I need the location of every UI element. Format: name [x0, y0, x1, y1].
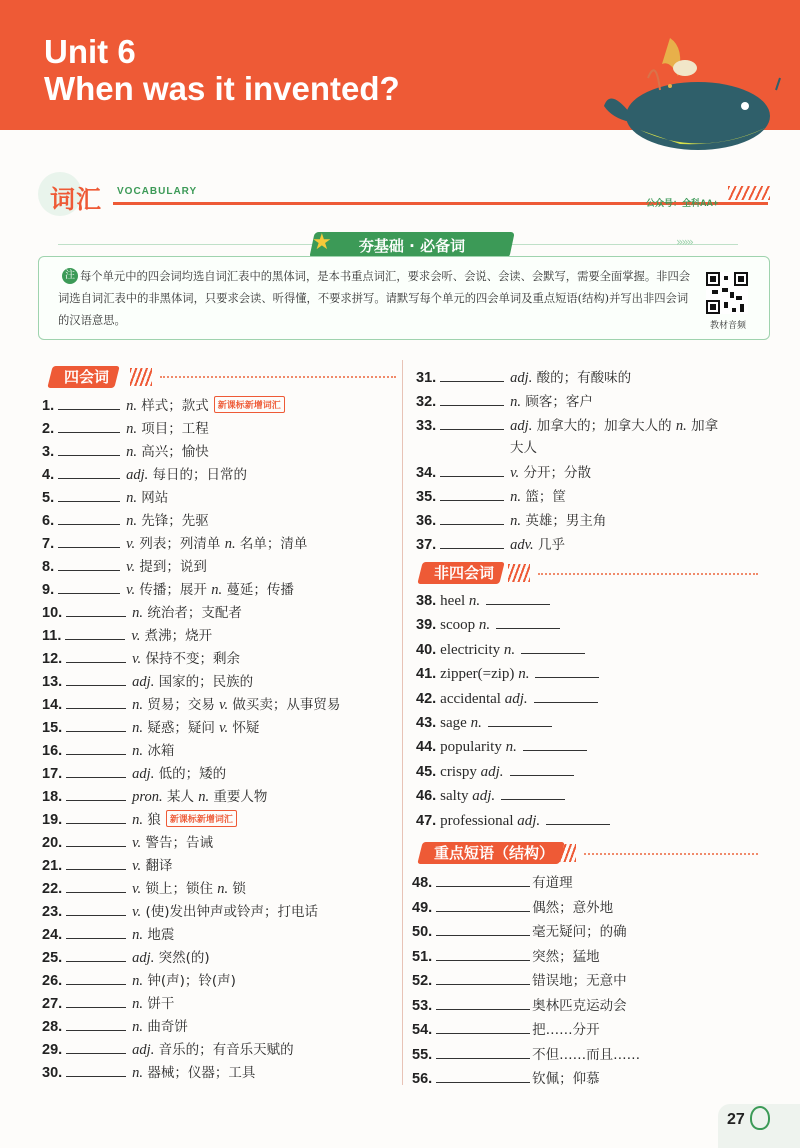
item-number: 19.: [42, 812, 63, 828]
section-title-zh: 词汇: [50, 185, 103, 214]
unit-title: [44, 33, 400, 107]
answer-blank[interactable]: [436, 923, 530, 936]
answer-blank[interactable]: [66, 604, 126, 617]
answer-blank[interactable]: [58, 581, 120, 594]
non-four-row: [416, 690, 598, 708]
section-right-label: 公众号：全科AA+: [646, 198, 719, 208]
new-word-badge: 新课标新增词汇: [166, 810, 237, 827]
vocab-row: [42, 578, 294, 599]
vocab-row: [42, 555, 207, 576]
answer-blank[interactable]: [546, 812, 610, 825]
item-definition: n. 地震: [132, 927, 175, 943]
item-definition: pron. 某人 n. 重要人物: [132, 789, 268, 805]
item-number: 15.: [42, 720, 63, 736]
item-definition: n. 贸易；交易 v. 做买卖；从事贸易: [132, 697, 341, 713]
item-word: electricity n.: [440, 641, 516, 658]
answer-blank[interactable]: [66, 926, 126, 939]
item-definition: v. 列表；列清单 n. 名单；清单: [126, 536, 308, 552]
item-definition: v. 煮沸；烧开: [131, 628, 213, 644]
item-number: 42.: [416, 690, 437, 707]
group-tag-four-skill: 四会词: [47, 366, 120, 388]
vocab-row: [416, 414, 718, 435]
vocab-row: [42, 601, 242, 622]
vocab-row: [42, 1061, 255, 1082]
item-definition: n. 疑惑；疑问 v. 怀疑: [132, 720, 260, 736]
item-number: 36.: [416, 513, 437, 529]
answer-blank[interactable]: [58, 420, 120, 433]
answer-blank[interactable]: [521, 641, 585, 654]
item-number: 35.: [416, 489, 437, 505]
answer-blank[interactable]: [58, 397, 120, 410]
vocab-row: [42, 739, 174, 760]
vocab-row: [416, 461, 591, 482]
item-number: 28.: [42, 1019, 63, 1035]
answer-blank[interactable]: [436, 899, 530, 912]
item-word: crispy adj.: [440, 763, 504, 780]
section-stripes: [728, 186, 770, 200]
phrase-row: [412, 1043, 640, 1063]
answer-blank[interactable]: [510, 763, 574, 776]
group-tag-phrases: 重点短语（结构）: [417, 842, 565, 864]
answer-blank[interactable]: [534, 690, 598, 703]
item-number: 25.: [42, 950, 63, 966]
phrase-meaning: 钦佩；仰慕: [532, 1071, 600, 1087]
section-title-en: VOCABULARY: [117, 186, 198, 197]
vocab-row: [42, 440, 209, 461]
answer-blank[interactable]: [58, 466, 120, 479]
item-definition: n. 顾客；客户: [510, 394, 593, 410]
vocab-row: [42, 716, 259, 737]
tag-stripes: [554, 844, 576, 862]
answer-blank[interactable]: [66, 857, 126, 870]
answer-blank[interactable]: [436, 1070, 530, 1083]
item-number: 44.: [416, 739, 437, 756]
vocab-row: [42, 693, 340, 714]
vocab-row: [42, 486, 168, 507]
item-number: 12.: [42, 651, 63, 667]
vocab-row: [42, 417, 209, 438]
answer-blank[interactable]: [440, 369, 504, 382]
answer-blank[interactable]: [436, 972, 530, 985]
item-number: 2.: [42, 421, 55, 437]
phrase-row: [412, 1067, 600, 1087]
item-definition: adv. 几乎: [510, 537, 565, 553]
item-number: 17.: [42, 766, 63, 782]
item-number: 7.: [42, 536, 55, 552]
answer-blank[interactable]: [66, 650, 126, 663]
answer-blank[interactable]: [66, 1018, 126, 1031]
banner-title: 夯基础 · 必备词: [358, 237, 466, 255]
non-four-row: [416, 763, 574, 781]
item-number: 49.: [412, 899, 433, 916]
phrase-meaning: 偶然；意外地: [532, 899, 614, 916]
item-number: 14.: [42, 697, 63, 713]
phrase-row: [412, 1018, 600, 1038]
answer-blank[interactable]: [66, 949, 126, 962]
item-number: 13.: [42, 674, 63, 690]
vocab-row: [42, 532, 307, 553]
item-number: 43.: [416, 715, 437, 731]
vocab-row: [416, 366, 631, 387]
answer-blank[interactable]: [440, 536, 504, 549]
item-number: 52.: [412, 973, 433, 989]
vocab-row: [42, 785, 267, 806]
answer-blank[interactable]: [436, 1021, 530, 1034]
item-number: 27.: [42, 996, 63, 1012]
answer-blank[interactable]: [488, 714, 552, 727]
item-definition: n. 冰箱: [132, 743, 175, 759]
item-number: 6.: [42, 513, 55, 529]
new-word-badge: 新课标新增词汇: [214, 396, 285, 413]
item-number: 41.: [416, 666, 437, 683]
item-number: 33.: [416, 418, 437, 434]
vocab-row: [42, 992, 174, 1013]
dotted-line: [538, 573, 758, 575]
answer-blank[interactable]: [66, 765, 126, 778]
vocab-row: [42, 946, 210, 967]
vocab-row: [42, 854, 172, 875]
vocab-row: [42, 808, 237, 829]
vocab-row: [42, 647, 240, 668]
answer-blank[interactable]: [66, 696, 126, 709]
item-definition: adj. 突然(的): [132, 950, 210, 966]
phrase-meaning: 不但……而且……: [532, 1046, 641, 1063]
answer-blank[interactable]: [496, 616, 560, 629]
vocab-row: [42, 762, 226, 783]
item-number: 40.: [416, 641, 437, 658]
item-definition: v. 警告；告诫: [132, 835, 213, 851]
vocab-row: [42, 394, 285, 415]
answer-blank[interactable]: [440, 464, 504, 477]
item-word: heel n.: [440, 593, 481, 609]
item-word: popularity n.: [440, 739, 517, 756]
vocab-row: [416, 509, 606, 530]
item-definition: n. 曲奇饼: [132, 1019, 188, 1035]
item-definition: adj. 国家的；民族的: [132, 674, 254, 690]
item-definition: v. 锁上；锁住 n. 锁: [132, 881, 246, 897]
answer-blank[interactable]: [440, 417, 504, 430]
item-definition: adj. 音乐的；有音乐天赋的: [132, 1042, 294, 1058]
vocab-row: [416, 390, 593, 411]
item-definition: adj. 低的；矮的: [132, 766, 227, 782]
whale-illustration: [600, 18, 800, 158]
item-definition: n. 网站: [126, 490, 169, 506]
phrase-meaning: 有道理: [532, 875, 573, 891]
item-number: 45.: [416, 763, 437, 780]
answer-blank[interactable]: [66, 811, 126, 824]
non-four-row: [416, 616, 560, 634]
phrase-row: [412, 945, 600, 965]
item-number: 47.: [416, 812, 437, 829]
answer-blank[interactable]: [440, 488, 504, 501]
star-icon: ★: [312, 230, 332, 255]
answer-blank[interactable]: [66, 972, 126, 985]
item-word: professional adj.: [440, 812, 541, 829]
item-definition: v. 保持不变；剩余: [132, 651, 240, 667]
answer-blank[interactable]: [436, 997, 530, 1010]
chevrons-right-icon: »»»: [676, 235, 693, 249]
qr-label: 教材音频: [709, 321, 746, 331]
phrase-meaning: 毫无疑问；的确: [532, 924, 627, 940]
item-number: 31.: [416, 370, 437, 386]
phrase-meaning: 错误地；无意中: [532, 973, 627, 989]
item-number: 51.: [412, 948, 433, 965]
item-number: 1.: [42, 398, 55, 414]
vocab-row: [42, 463, 247, 484]
vocabulary-section-header: [38, 172, 778, 218]
answer-blank[interactable]: [66, 995, 126, 1008]
column-divider: [402, 360, 403, 1085]
item-definition: adj. 酸的；有酸味的: [510, 370, 632, 386]
dotted-line: [160, 376, 396, 378]
item-definition: v. 传播；展开 n. 蔓延；传播: [126, 582, 294, 598]
non-four-row: [416, 592, 550, 610]
non-four-row: [416, 665, 599, 683]
item-number: 22.: [42, 881, 63, 897]
answer-blank[interactable]: [66, 719, 126, 732]
item-number: 29.: [42, 1042, 63, 1058]
vocab-row: [42, 969, 236, 990]
phrase-meaning: 突然；猛地: [532, 948, 600, 965]
vocab-row: [42, 1015, 188, 1036]
item-definition: n. 器械；仪器；工具: [132, 1065, 256, 1081]
non-four-row: [416, 812, 610, 830]
item-definition: n. 高兴；愉快: [126, 444, 209, 460]
item-number: 21.: [42, 858, 63, 874]
vocab-row: [42, 900, 318, 921]
tag-stripes: [508, 564, 530, 582]
item-number: 34.: [416, 465, 437, 481]
item-word: salty adj.: [440, 788, 496, 805]
item-number: 23.: [42, 904, 63, 920]
answer-blank[interactable]: [436, 948, 530, 961]
item-number: 37.: [416, 537, 437, 553]
item-number: 55.: [412, 1046, 433, 1063]
item-number: 39.: [416, 617, 437, 634]
phrase-row: [412, 896, 613, 916]
vocab-row: [42, 923, 174, 944]
answer-blank[interactable]: [66, 903, 126, 916]
answer-blank[interactable]: [66, 880, 126, 893]
answer-blank[interactable]: [486, 592, 550, 605]
non-four-row: [416, 738, 587, 756]
answer-blank[interactable]: [65, 627, 125, 640]
vocab-row: [42, 877, 246, 898]
item-number: 3.: [42, 444, 55, 460]
note-badge: 注: [62, 268, 78, 284]
non-four-row: [416, 714, 552, 732]
item-word: zipper(=zip) n.: [440, 666, 530, 683]
answer-blank[interactable]: [436, 874, 530, 887]
unit-label: Unit 6: [44, 33, 136, 70]
item-number: 10.: [42, 605, 63, 621]
item-number: 16.: [42, 743, 63, 759]
answer-blank[interactable]: [66, 1041, 126, 1054]
vocab-row: [416, 533, 565, 554]
item-definition: n. 样式；款式: [126, 398, 209, 414]
instruction-text: 每个单元中的四会词均选自词汇表中的黑体词，是本书重点词汇，要求会听、会说、会读、会默写，需要全面掌握。非四会词选自词汇表中的非黑体词，只要求会读、听得懂，不要求拼写。请默写每个单元的四会单词及重点短语(结构)并写出非四会词的汉语意思。: [58, 270, 691, 327]
vocab-row: [42, 509, 209, 530]
answer-blank[interactable]: [440, 393, 504, 406]
item-number: 46.: [416, 788, 437, 805]
tag-stripes: [130, 368, 152, 386]
vocab-row: [42, 1038, 294, 1059]
phrase-row: [412, 994, 627, 1014]
item-definition: v. 提到；说到: [126, 559, 207, 575]
item-definition: adj. 加拿大的；加拿大人的 n. 加拿: [510, 418, 719, 434]
item-number: 24.: [42, 927, 63, 943]
item-definition: n. 英雄；男主角: [510, 513, 607, 529]
phrase-row: [412, 969, 627, 989]
page-number: 27: [727, 1111, 745, 1128]
item-definition: v. 分开；分散: [510, 465, 591, 481]
phrase-row: [412, 920, 627, 940]
item-number: 32.: [416, 394, 437, 410]
item-definition: n. 项目；工程: [126, 421, 209, 437]
item-definition: n. 统治者；支配者: [132, 605, 242, 621]
item-number: 48.: [412, 875, 433, 891]
answer-blank[interactable]: [66, 788, 126, 801]
group-tag-non-four-skill: 非四会词: [417, 562, 505, 584]
unit-question: When was it invented?: [44, 70, 400, 107]
item-number: 9.: [42, 582, 55, 598]
item-number: 20.: [42, 835, 63, 851]
item-number: 56.: [412, 1071, 433, 1087]
qr-code-icon[interactable]: [706, 272, 748, 314]
item-definition: n. 饼干: [132, 996, 175, 1012]
non-four-row: [416, 787, 565, 805]
answer-blank[interactable]: [436, 1046, 530, 1059]
item-definition: n. 篮；筐: [510, 489, 566, 505]
item-number: 8.: [42, 559, 55, 575]
item-definition: adj. 每日的；日常的: [126, 467, 248, 483]
balloon-icon: [750, 1106, 770, 1130]
answer-blank[interactable]: [58, 512, 120, 525]
item-definition: n. 先锋；先驱: [126, 513, 209, 529]
answer-blank[interactable]: [440, 512, 504, 525]
answer-blank[interactable]: [66, 834, 126, 847]
vocab-row: [42, 831, 213, 852]
dotted-line: [584, 853, 758, 855]
phrase-meaning: 奥林匹克运动会: [532, 997, 627, 1014]
item-number: 18.: [42, 789, 63, 805]
answer-blank[interactable]: [535, 665, 599, 678]
item-definition: v. (使)发出钟声或铃声；打电话: [132, 904, 318, 920]
answer-blank[interactable]: [66, 673, 126, 686]
phrase-row: [412, 871, 573, 891]
item-number: 11.: [42, 628, 62, 644]
answer-blank[interactable]: [58, 489, 120, 502]
item-definition: n. 钟(声)；铃(声): [132, 973, 236, 989]
item-number: 53.: [412, 997, 433, 1014]
item-word: accidental adj.: [440, 690, 528, 707]
item-number: 4.: [42, 467, 55, 483]
answer-blank[interactable]: [58, 558, 120, 571]
item-number: 30.: [42, 1065, 63, 1081]
item-number: 54.: [412, 1022, 433, 1038]
answer-blank[interactable]: [58, 535, 120, 548]
vocab-row: [416, 485, 566, 506]
answer-blank[interactable]: [66, 1064, 126, 1077]
item-number: 5.: [42, 490, 55, 506]
answer-blank[interactable]: [501, 787, 565, 800]
vocab-row: [42, 670, 253, 691]
vocab-row: [42, 624, 212, 645]
answer-blank[interactable]: [58, 443, 120, 456]
item-definition: n. 狼: [132, 812, 161, 828]
item-number: 26.: [42, 973, 63, 989]
answer-blank[interactable]: [523, 738, 587, 751]
item-word: scoop n.: [440, 617, 491, 634]
phrase-meaning: 把……分开: [532, 1022, 600, 1038]
item-number: 38.: [416, 593, 437, 609]
item-number: 50.: [412, 924, 433, 940]
item-word: sage n.: [440, 715, 482, 731]
item-definition: v. 翻译: [132, 858, 173, 874]
item-definition-cont: 大人: [510, 440, 537, 456]
answer-blank[interactable]: [66, 742, 126, 755]
non-four-row: [416, 641, 585, 659]
